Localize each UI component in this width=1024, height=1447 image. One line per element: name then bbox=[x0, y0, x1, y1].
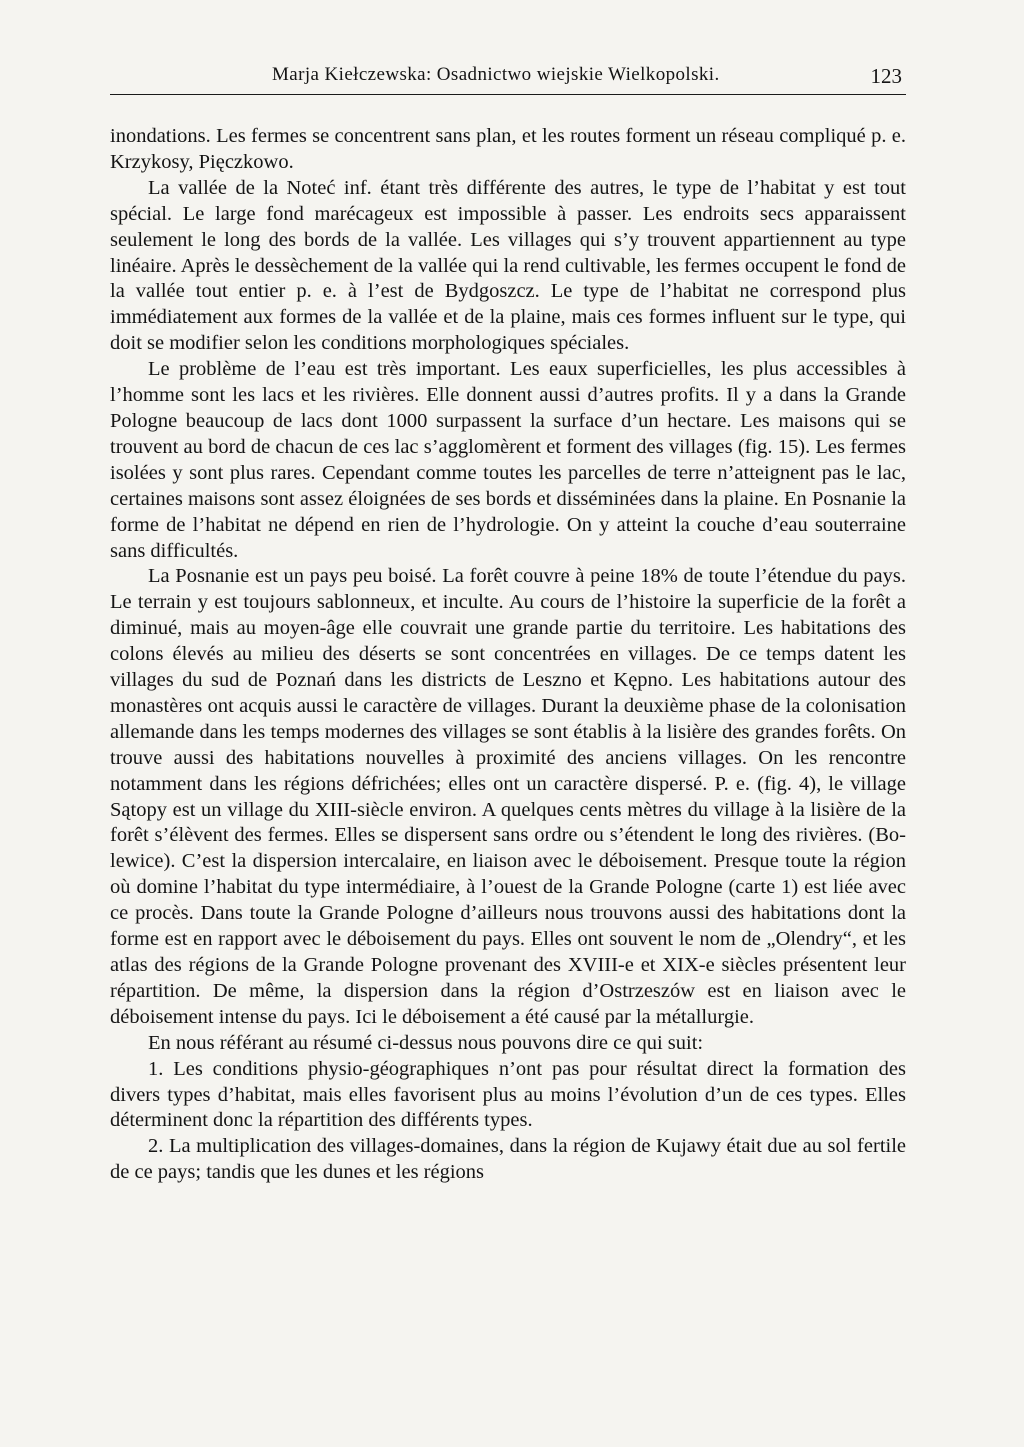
paragraph-4: La Posnanie est un pays peu boisé. La forêt couvre à peine 18% de toute l’étendue du pays. Le terrain y est toujours sablonneux, et inculte. Au cours de l’histoire la superficie de la forêt a diminué, mais au moyen-âge elle couvrait une grande partie du territoire. Les habitations des colons élevés au milieu des déserts se sont concentrées en villages. De ce temps datent les villages du sud de Poznań dans les districts de Leszno et Kępno. Les habitations autour des monastères ont acquis aussi le caractère de villages. Durant la deuxième phase de la colonisation allemande dans les temps modernes des villages se sont établis à la lisière des grandes forêts. On trouve aussi des habitations nouvelles à proximité des anciens villages. On les rencontre notamment dans les régions défrichées; elles ont un caractère dispersé. P. e. (fig. 4), le village Sątopy est un village du XIII-siècle environ. A quelques cents mètres du village à la lisière de la forêt s’élèvent des fermes. Elles se dispersent sans ordre ou s’étendent le long des rivières. (Bolewice). C’est la dispersion intercalaire, en liaison avec le déboisement. Presque toute la région où domine l’habitat du type intermédiaire, à l’ouest de la Grande Pologne (carte 1) est liée avec ce procès. Dans toute la Grande Pologne d’ailleurs nous trouvons aussi des habitations dont la forme est en rapport avec le déboisement du pays. Elles ont souvent le nom de „Olendry“, et les atlas des régions de la Grande Pologne provenant des XVIII-e et XIX-e siècles présentent leur répartition. De même, la dispersion dans la région d’Ostrzeszów est en liaison avec le déboisement intense du pays. Ici le déboisement a été causé par la métallurgie. bbox=[110, 565, 906, 1028]
paragraph-3: Le problème de l’eau est très important. Les eaux superficielles, les plus accessibles à l’homme sont les lacs et les rivières. Elle donnent aussi d’autres profits. Il y a dans la Grande Pologne beaucoup de lacs dont 1000 surpassent la surface d’un hectare. Les maisons qui se trouvent au bord de chacun de ces lac s’agglomèrent et forment des villages (fig. 15). Les fermes isolées y sont plus rares. Cependant comme toutes les parcelles de terre n’atteignent pas le lac, certaines maisons sont assez éloignées de ses bords et disséminées dans la plaine. En Posnanie la forme de l’habitat ne dépend en rien de l’hydrologie. On y atteint la couche d’eau souterraine sans difficultés. bbox=[110, 358, 906, 562]
paragraph-7: 2. La multiplication des villages-domaines, dans la région de Kujawy était due au sol fertile de ce pays; tandis que les dunes et les régions bbox=[110, 1135, 906, 1184]
paragraph-6: 1. Les conditions physio-géographiques n’ont pas pour résultat direct la formation des divers types d’habitat, mais elles favorisent plus au moins l’évolution d’un de ces types. Elles déterminent donc la répartition des différents types. bbox=[110, 1057, 906, 1132]
paragraph-2: La vallée de la Noteć inf. étant très différente des autres, le type de l’habitat y est tout spécial. Le large fond marécageux est impossible à passer. Les endroits secs apparaissent seulement le long des bords de la vallée. Les villages qui s’y trouvent appartiennent au type linéaire. Après le dessèchement de la vallée qui la rend cultivable, les fermes occupent le fond de la vallée tout entier p. e. à l’est de Bydgoszcz. Le type de l’habitat ne correspond plus immédiatement aux formes de la vallée et de la plaine, mais ces formes influent sur le type, qui doit se modifier selon les conditions morphologiques spéciales. bbox=[110, 176, 906, 355]
running-header bbox=[110, 62, 906, 95]
header-title: Marja Kiełczewska: Osadnictwo wiejskie Wielkopolski. bbox=[272, 64, 720, 85]
body-text bbox=[110, 124, 906, 1186]
page-number: 123 bbox=[870, 64, 902, 88]
paragraph-1: inondations. Les fermes se concentrent sans plan, et les routes forment un réseau compliqué p. e. Krzykosy, Pięczkowo. bbox=[110, 125, 906, 173]
paragraph-5: En nous référant au résumé ci-dessus nous pouvons dire ce qui suit: bbox=[148, 1031, 704, 1054]
